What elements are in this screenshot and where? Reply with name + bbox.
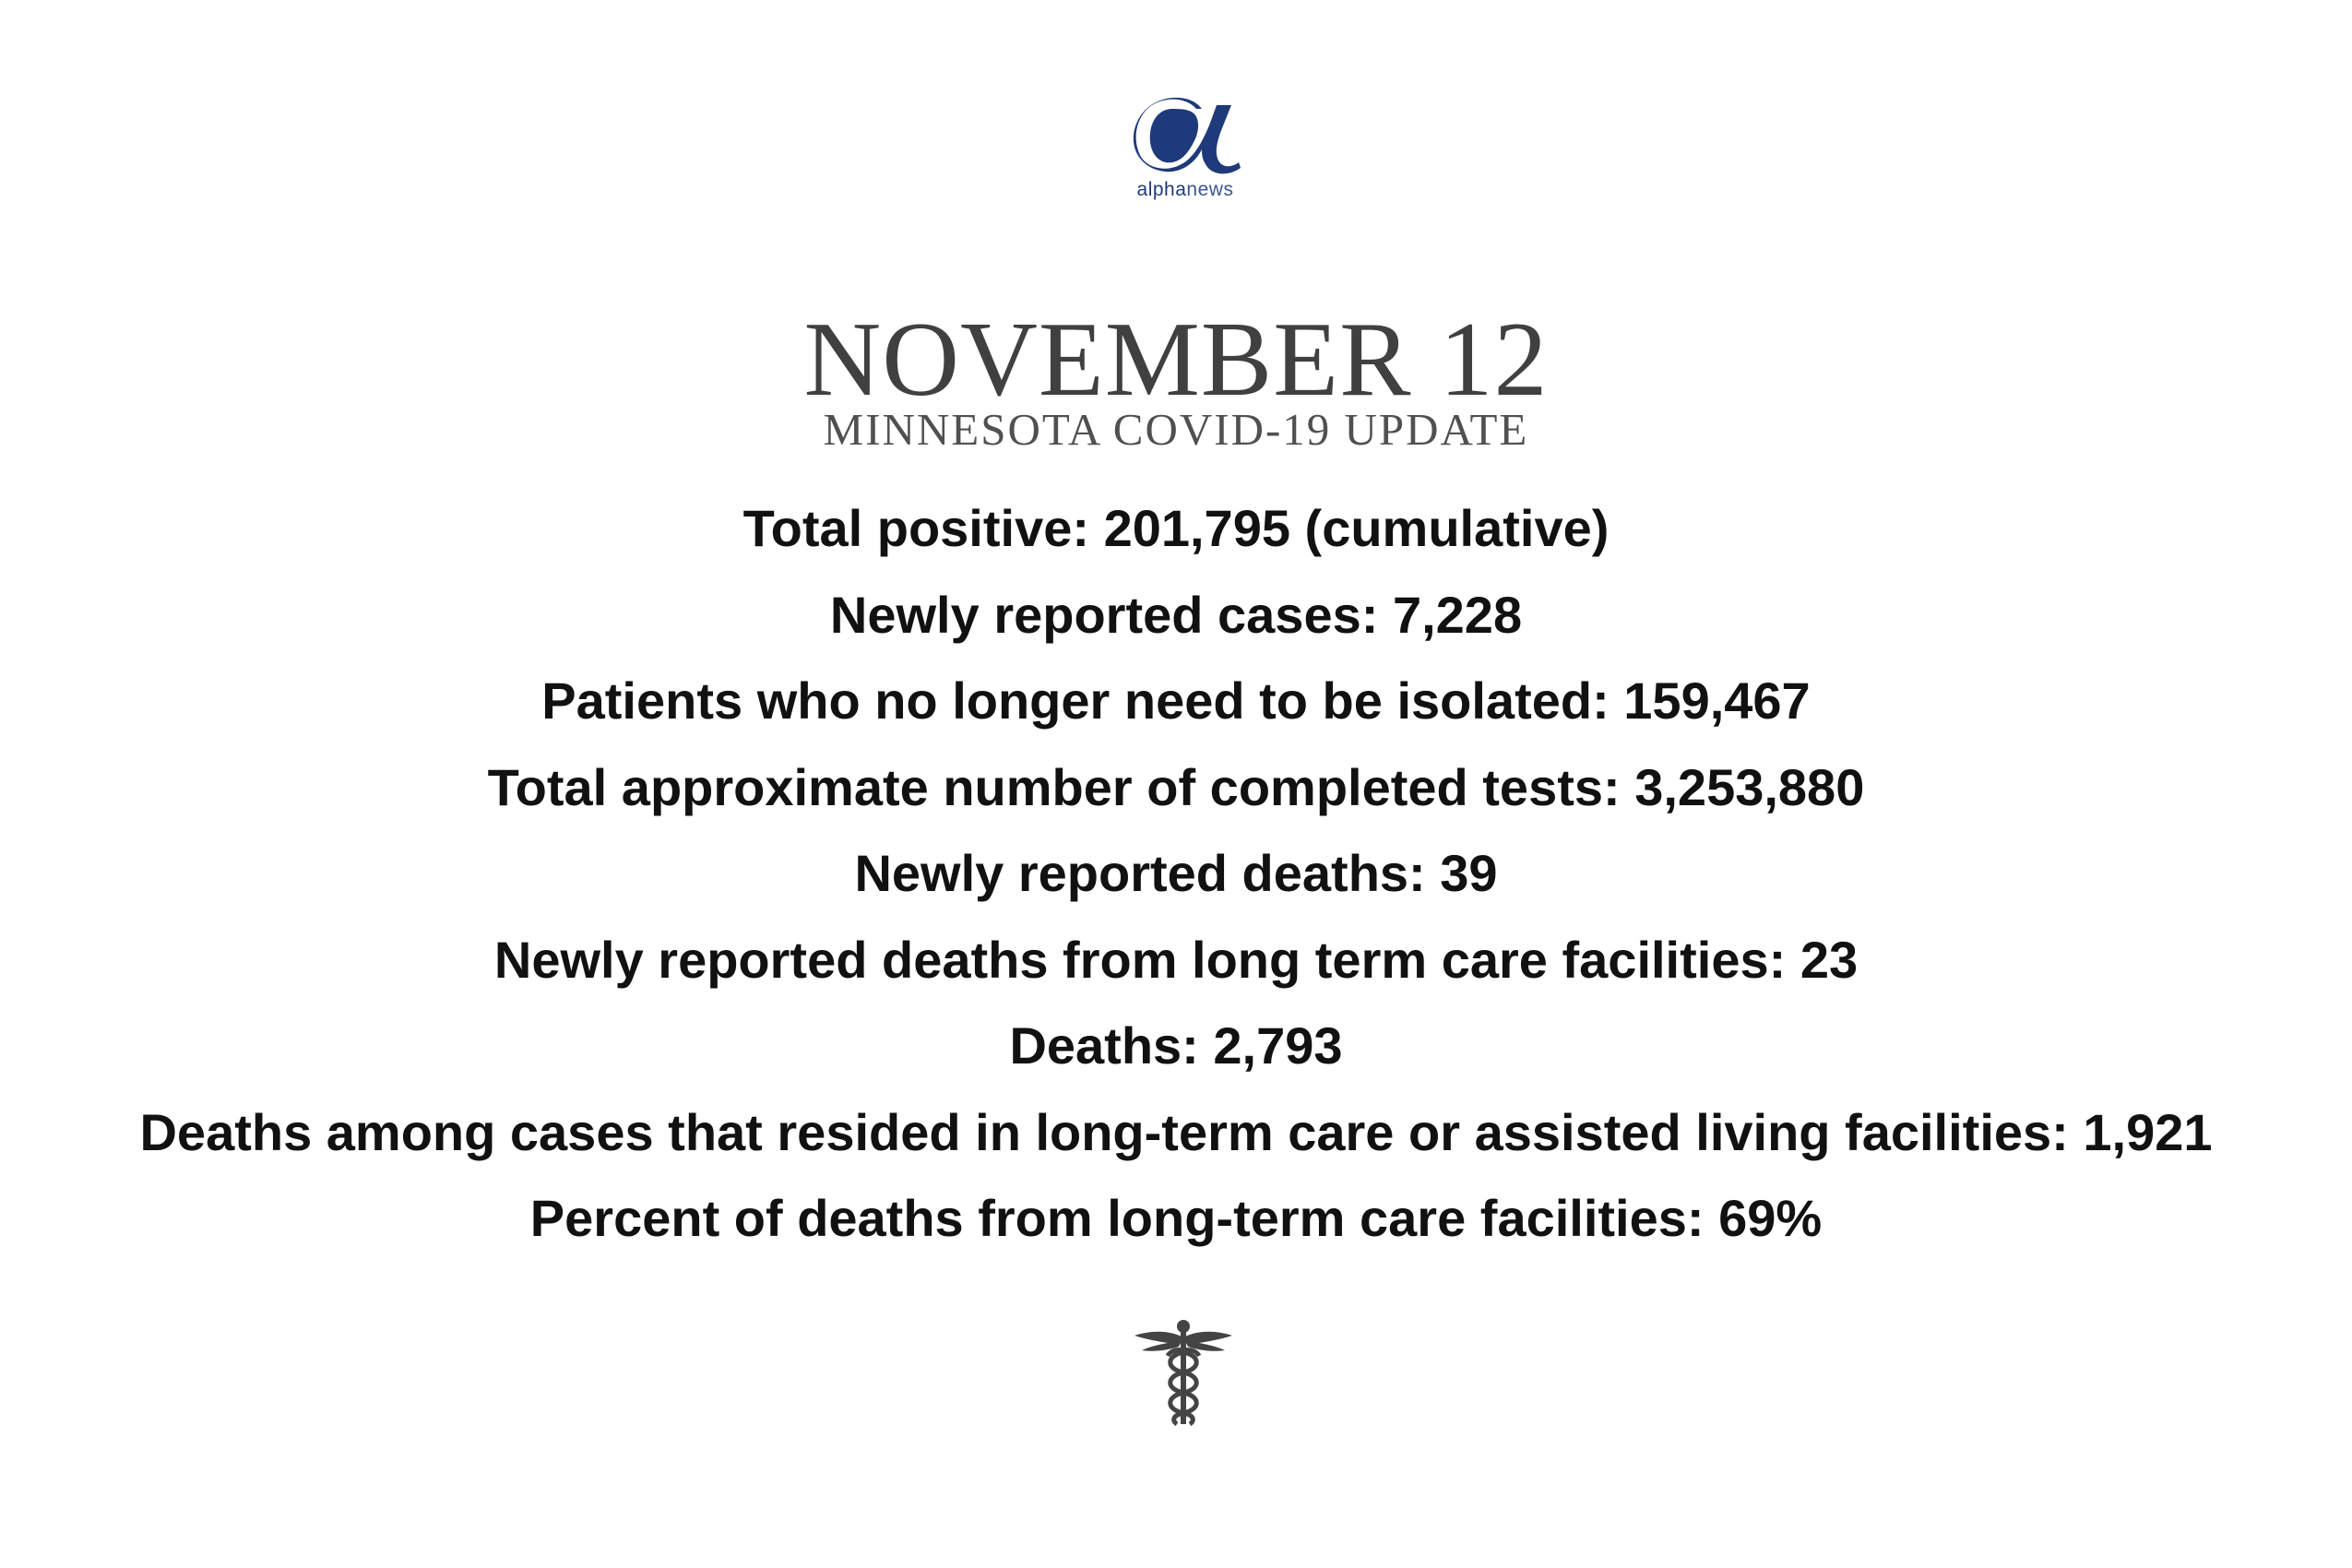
stat-deaths: Deaths: 2,793 bbox=[1009, 1016, 1343, 1075]
stats-list bbox=[0, 485, 2352, 1262]
logo-text-light: news bbox=[1186, 179, 1234, 200]
stat-new-deaths-ltc: Newly reported deaths from long term care facilities: 23 bbox=[493, 930, 1859, 989]
stat-deaths-ltc-residents: Deaths among cases that resided in long-term care or assisted living facilities: 1,921 bbox=[139, 1102, 2213, 1161]
stat-no-longer-isolated: Patients who no longer need to be isolated: 159,467 bbox=[541, 671, 1811, 730]
logo-wordmark bbox=[1121, 179, 1250, 201]
logo-text-bold: alpha bbox=[1136, 179, 1187, 200]
stat-total-positive: Total positive: 201,795 (cumulative) bbox=[742, 499, 1610, 557]
alpha-icon bbox=[1130, 92, 1242, 175]
alphanews-logo bbox=[1121, 92, 1250, 212]
page-title: NOVEMBER 12 bbox=[803, 301, 1549, 419]
stat-completed-tests: Total approximate number of completed tests: 3,253,880 bbox=[487, 757, 1865, 816]
stat-percent-deaths-ltc: Percent of deaths from long-term care facilities: 69% bbox=[529, 1189, 1823, 1247]
stat-new-cases: Newly reported cases: 7,228 bbox=[829, 585, 1523, 644]
stat-new-deaths: Newly reported deaths: 39 bbox=[854, 844, 1498, 902]
caduceus-icon bbox=[1133, 1317, 1234, 1428]
page-subtitle: MINNESOTA COVID-19 UPDATE bbox=[823, 404, 1529, 455]
